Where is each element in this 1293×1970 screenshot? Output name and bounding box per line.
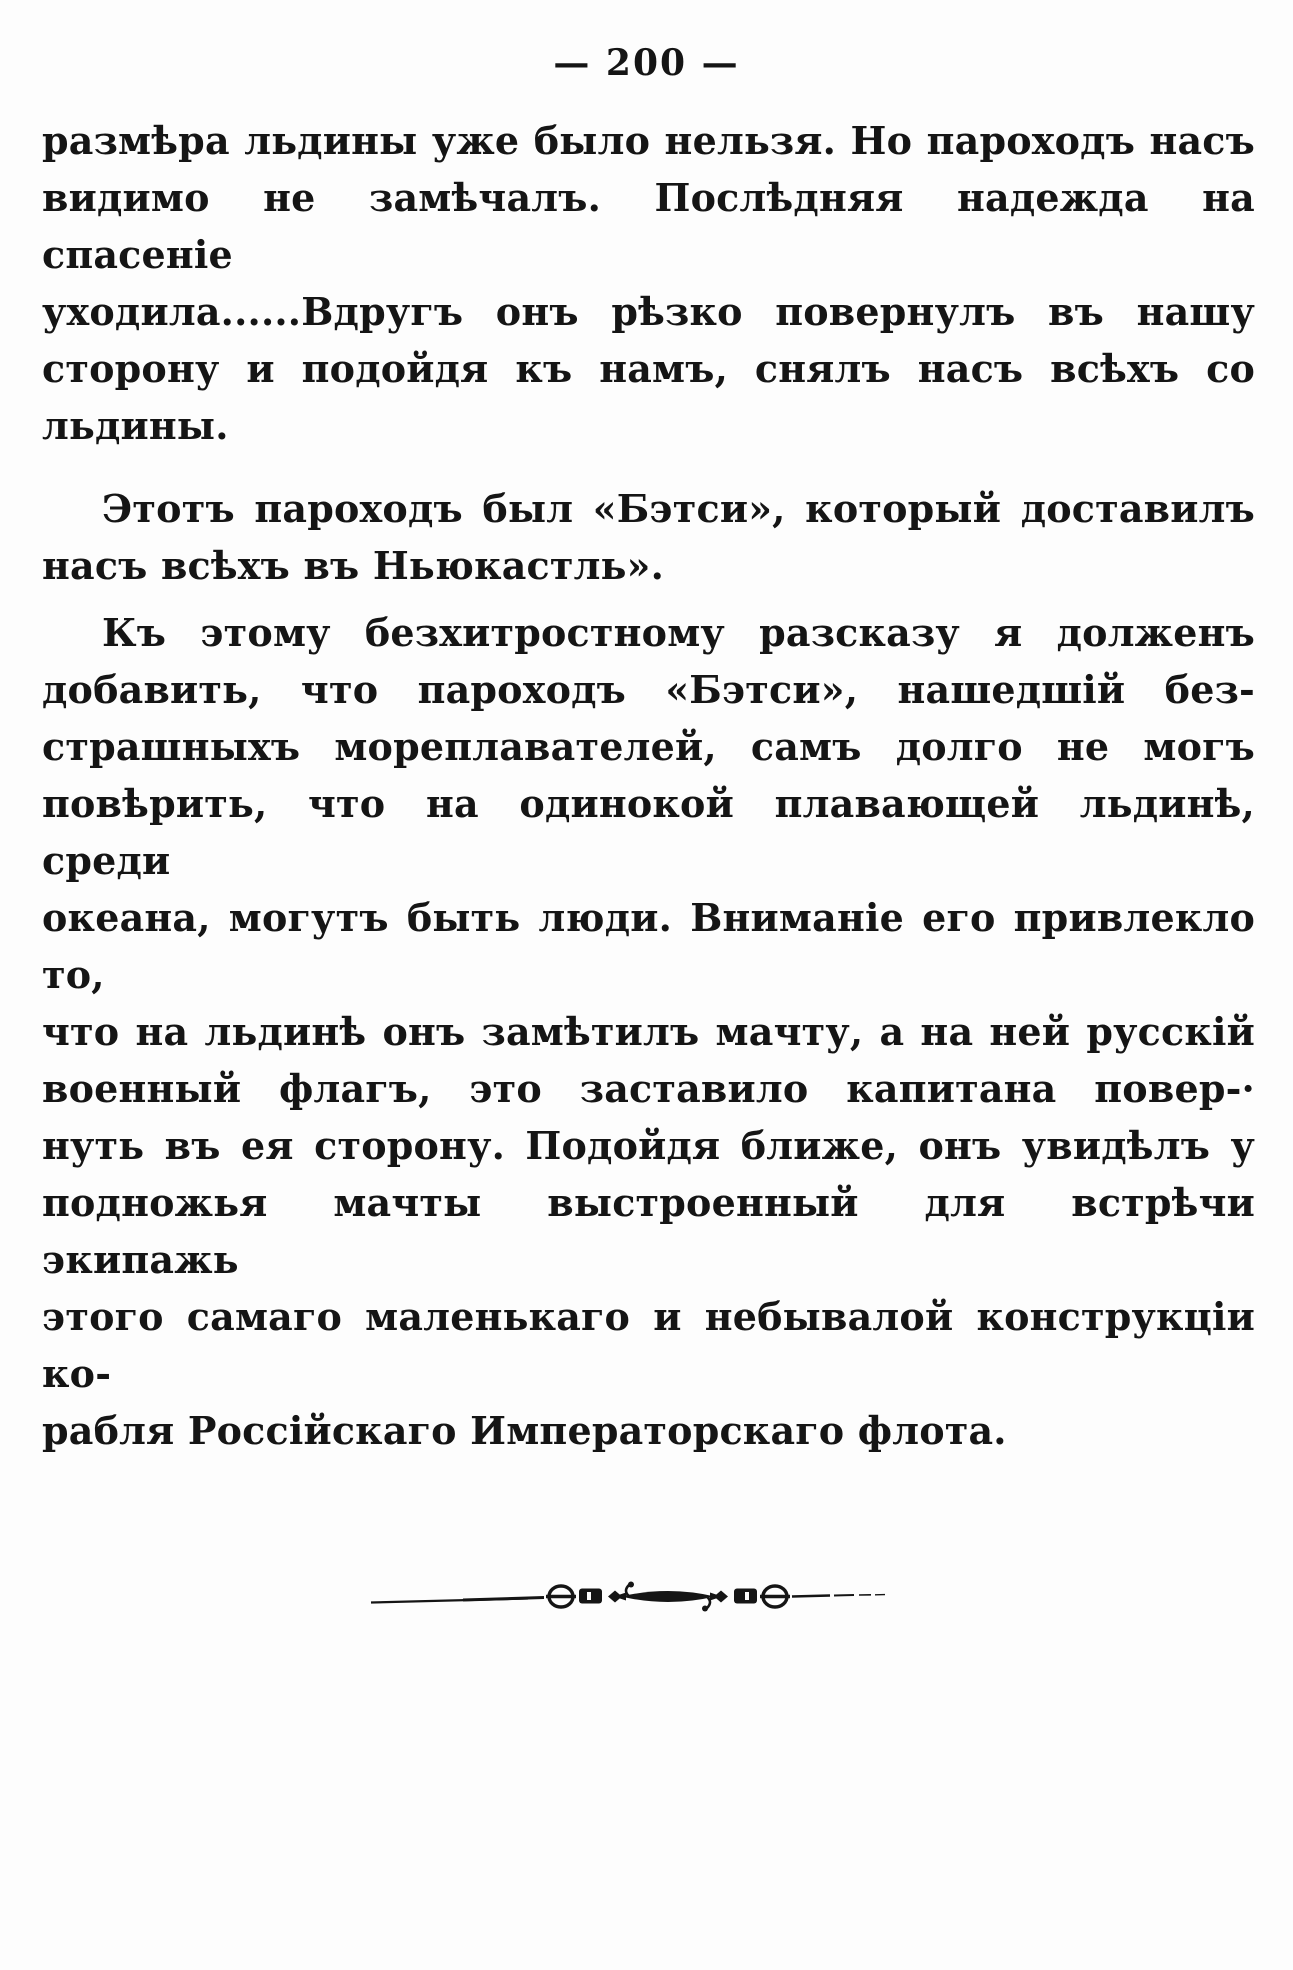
paragraph — [42, 480, 1255, 594]
page-text-block — [42, 112, 1255, 1459]
text-line: рабля Россійскаго Императорскаго флота. — [42, 1408, 1007, 1453]
text-line: размѣра льдины уже было нельзя. Но пароходъ насъ — [42, 118, 1255, 163]
text-line: океана, могутъ быть люди. Вниманіе его привлекло то, — [42, 895, 1255, 997]
text-line: добавить, что пароходъ «Бэтси», нашедшій без- — [42, 667, 1255, 712]
text-line: нуть въ ея сторону. Подойдя ближе, онъ увидѣлъ у — [42, 1123, 1255, 1168]
divider-ornament — [368, 1577, 888, 1617]
text-line: военный флагъ, это заставило капитана повер-· — [42, 1066, 1255, 1111]
text-line: повѣрить, что на одинокой плавающей льдинѣ, среди — [42, 781, 1255, 883]
text-line: уходила......Вдругъ онъ рѣзко повернулъ въ нашу — [42, 289, 1255, 334]
paragraph — [42, 604, 1255, 1459]
text-line: Этотъ пароходъ был «Бэтси», который доставилъ — [102, 486, 1255, 531]
page-number: — 200 — — [553, 42, 740, 84]
text-line: подножья мачты выстроенный для встрѣчи экипажь — [42, 1180, 1255, 1282]
text-line: страшныхъ мореплавателей, самъ долго не могъ — [42, 724, 1255, 769]
text-line: Къ этому безхитростному разсказу я долженъ — [102, 610, 1255, 655]
text-line: этого самаго маленькаго и небывалой конструкціи ко- — [42, 1294, 1255, 1396]
text-line: льдины. — [42, 403, 229, 448]
text-line: сторону и подойдя къ намъ, снялъ насъ всѣхъ со — [42, 346, 1255, 391]
paragraph — [42, 112, 1255, 454]
text-line: видимо не замѣчалъ. Послѣдняя надежда на спасеніе — [42, 175, 1255, 277]
text-line: что на льдинѣ онъ замѣтилъ мачту, а на ней русскій — [42, 1009, 1255, 1054]
text-line: насъ всѣхъ въ Ньюкастль». — [42, 543, 664, 588]
divider-ornament-icon — [368, 1577, 888, 1617]
